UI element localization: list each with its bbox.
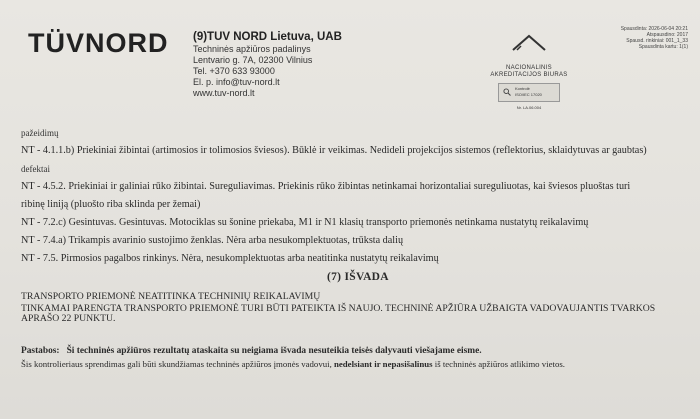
- accreditation-block: [488, 32, 570, 110]
- conclusion-line: TRANSPORTO PRIEMONĖ NEATITINKA TECHNINIŲ REIKALAVIMŲ: [21, 291, 321, 302]
- finding-line: NT - 7.5. Pirmosios pagalbos rinkinys. Nėra, nesukomplektuotas arba neatitinka nustatytų reikalavimų: [21, 253, 439, 264]
- finding-line: NT - 4.5.2. Priekiniai ir galiniai rūko žibintai. Sureguliavimas. Priekinis rūko žibintas netinkamai horizontaliai sureguliuotas, kai šviesos pluoštas turi: [21, 181, 631, 192]
- accreditation-badge: [498, 83, 560, 102]
- accreditation-number: Nr. LA.06.004: [516, 105, 542, 110]
- accreditation-logo-icon: [509, 32, 549, 54]
- finding-line: NT - 7.4.a) Trikampis avarinio sustojimo ženklas. Nėra arba nesukomplektuotas, trūksta dalių: [21, 235, 404, 246]
- company-line: Techninės apžiūros padalinys: [193, 44, 311, 54]
- accreditation-badge-line1: Kontrolė: [515, 86, 530, 91]
- note-negative-result: Ši techninės apžiūros rezultatų ataskaita su neigiama išvada nesuteikia teisės dalyvauti viešajame eisme.: [66, 346, 482, 356]
- finding-line: pažeidimų: [21, 128, 59, 138]
- conclusion-title: (7) IŠVADA: [327, 271, 389, 283]
- finding-line: ribinę liniją (pluošto riba sklinda per žemai): [21, 199, 201, 210]
- tuv-nord-logo: TÜVNORD: [28, 28, 169, 58]
- notes-section: [21, 345, 686, 371]
- print-metadata: [621, 26, 688, 50]
- print-meta-line: Spausd. rinkiniai: 001_1_33: [626, 38, 688, 44]
- magnifier-icon: [503, 88, 511, 96]
- note-appeal-emphasis: nedelsiant ir nepasišalinus: [333, 359, 433, 369]
- print-meta-line: Spausdinta kartu: 1(1): [638, 44, 688, 50]
- accreditation-badge-line2: ISO/IEC 17020: [515, 92, 542, 97]
- finding-line: NT - 4.1.1.b) Priekiniai žibintai (artimosios ir tolimosios šviesos). Būklė ir veikimas. Nedideli projekcijos sistemos (reflektorius, sklaidytuvas ar gaubtas): [21, 145, 647, 156]
- company-address: Lentvario g. 7A, 02300 Vilnius: [193, 55, 313, 65]
- finding-line: NT - 7.2.c) Gesintuvas. Gesintuvas. Motociklas su šonine priekaba, M1 ir N1 klasių transporto priemonės netinkama nustatytų reikalavimų: [21, 217, 589, 228]
- company-phone: Tel. +370 633 93000: [193, 66, 275, 76]
- company-email: El. p. info@tuv-nord.lt: [193, 77, 280, 87]
- company-info: [193, 30, 342, 99]
- conclusion-line: APRAŠO 22 PUNKTU.: [21, 313, 116, 324]
- finding-line: defektai: [21, 164, 50, 174]
- print-meta-line: Spausdinta: 2026-06-04 20:21: [620, 26, 688, 32]
- conclusion-text: [21, 292, 686, 324]
- accreditation-title-line2: AKREDITACIJOS BIURAS: [490, 72, 568, 78]
- company-name: (9)TUV NORD Lietuva, UAB: [193, 31, 342, 43]
- notes-label: Pastabos:: [21, 346, 60, 356]
- print-meta-line: Atspausdino: 2017: [646, 32, 688, 38]
- accreditation-title: [488, 65, 570, 79]
- note-appeal-text-end: iš techninės apžiūros atlikimo vietos.: [432, 359, 565, 369]
- conclusion-line: TINKAMAI PARENGTA TRANSPORTO PRIEMONĖ TURI BŪTI PATEIKTA IŠ NAUJO. TECHNINĖ APŽIŪRA UŽBAIGTA VADOVAUJANTIS TVARKOS: [21, 303, 656, 314]
- note-appeal: [21, 358, 686, 371]
- company-website: www.tuv-nord.lt: [193, 88, 255, 98]
- findings-list: [21, 124, 686, 268]
- accreditation-title-line1: NACIONALINIS: [506, 65, 552, 71]
- note-appeal-text: Šis kontrolieriaus sprendimas gali būti skundžiamas techninės apžiūros įmonės vadovui,: [21, 359, 334, 369]
